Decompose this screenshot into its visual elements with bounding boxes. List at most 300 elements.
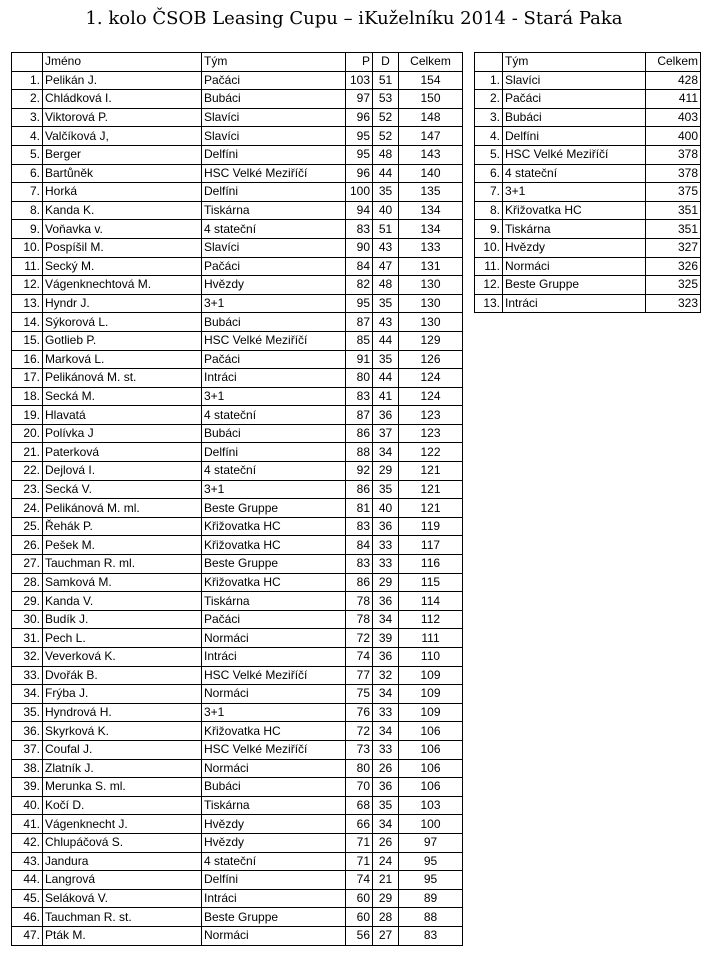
players-results-table: [11, 52, 463, 946]
rank-cell: 12.: [12, 276, 43, 295]
rank-cell: 25.: [12, 517, 43, 536]
total-cell: 103: [399, 796, 463, 815]
table-row: [12, 555, 463, 574]
team-cell: Slavíci: [202, 108, 346, 127]
team-cell: Hvězdy: [503, 238, 646, 257]
total-cell: 97: [399, 833, 463, 852]
table-row: [12, 183, 463, 202]
name-cell: Horká: [43, 183, 202, 202]
team-cell: Pačáci: [503, 90, 646, 109]
p-cell: 90: [346, 238, 373, 257]
d-cell: 36: [373, 517, 399, 536]
team-cell: HSC Velké Meziříčí: [503, 145, 646, 164]
team-cell: 3+1: [202, 294, 346, 313]
table-row: [12, 443, 463, 462]
total-cell: 106: [399, 740, 463, 759]
total-cell: 100: [399, 815, 463, 834]
team-cell: HSC Velké Meziříčí: [202, 331, 346, 350]
total-cell: 140: [399, 164, 463, 183]
p-cell: 74: [346, 871, 373, 890]
name-cell: Budík J.: [43, 610, 202, 629]
p-cell: 81: [346, 499, 373, 518]
name-cell: Pták M.: [43, 926, 202, 945]
team-cell: Beste Gruppe: [202, 908, 346, 927]
rank-cell: 16.: [12, 350, 43, 369]
p-cell: 83: [346, 517, 373, 536]
name-cell: Hyndrová H.: [43, 703, 202, 722]
d-cell: 52: [373, 127, 399, 146]
name-cell: Langrová: [43, 871, 202, 890]
table-row: [12, 499, 463, 518]
d-cell: 48: [373, 276, 399, 295]
team-cell: Normáci: [503, 257, 646, 276]
rank-cell: 46.: [12, 908, 43, 927]
rank-cell: 11.: [12, 257, 43, 276]
table-row: [12, 908, 463, 927]
table-row: [12, 703, 463, 722]
rank-cell: 3.: [12, 108, 43, 127]
total-cell: 323: [646, 294, 701, 313]
d-cell: 43: [373, 238, 399, 257]
table-row: [12, 164, 463, 183]
p-cell: 82: [346, 276, 373, 295]
p-cell: 70: [346, 778, 373, 797]
table-row: [12, 815, 463, 834]
d-cell: 21: [373, 871, 399, 890]
total-cell: 121: [399, 499, 463, 518]
total-cell: 89: [399, 889, 463, 908]
total-cell: 130: [399, 294, 463, 313]
table-row: [12, 406, 463, 425]
rank-cell: 7.: [12, 183, 43, 202]
rank-cell: 38.: [12, 759, 43, 778]
rank-cell: 44.: [12, 871, 43, 890]
table-row: [12, 127, 463, 146]
total-cell: 403: [646, 108, 701, 127]
p-cell: 74: [346, 648, 373, 667]
table-row: [12, 387, 463, 406]
rank-cell: 32.: [12, 648, 43, 667]
table-row: [12, 666, 463, 685]
d-cell: 24: [373, 852, 399, 871]
name-cell: Tauchman R. st.: [43, 908, 202, 927]
table-row: [12, 871, 463, 890]
table-row: [475, 238, 701, 257]
p-cell: 95: [346, 294, 373, 313]
rank-cell: 10.: [12, 238, 43, 257]
p-cell: 83: [346, 220, 373, 239]
name-cell: Seláková V.: [43, 889, 202, 908]
total-cell: 378: [646, 164, 701, 183]
rank-cell: 33.: [12, 666, 43, 685]
d-cell: 37: [373, 424, 399, 443]
name-cell: Řehák P.: [43, 517, 202, 536]
page-title: 1. kolo ČSOB Leasing Cupu – iKuželníku 2014 - Stará Paka: [85, 8, 623, 29]
table-row: [12, 889, 463, 908]
teams-results-table: [474, 52, 701, 313]
total-cell: 123: [399, 424, 463, 443]
table-row: [12, 536, 463, 555]
name-cell: Valčíková J,: [43, 127, 202, 146]
name-cell: Dvořák B.: [43, 666, 202, 685]
total-cell: 130: [399, 313, 463, 332]
name-cell: Viktorová P.: [43, 108, 202, 127]
team-cell: Bubáci: [202, 778, 346, 797]
p-cell: 66: [346, 815, 373, 834]
d-cell: 33: [373, 703, 399, 722]
header-total: Celkem: [399, 53, 463, 72]
name-cell: Chlupáčová S.: [43, 833, 202, 852]
p-cell: 84: [346, 257, 373, 276]
total-cell: 135: [399, 183, 463, 202]
d-cell: 44: [373, 164, 399, 183]
table-row: [12, 201, 463, 220]
name-cell: Zlatník J.: [43, 759, 202, 778]
rank-cell: 45.: [12, 889, 43, 908]
team-cell: Pačáci: [202, 71, 346, 90]
team-cell: Intráci: [202, 648, 346, 667]
rank-cell: 26.: [12, 536, 43, 555]
d-cell: 36: [373, 592, 399, 611]
total-cell: 106: [399, 778, 463, 797]
header-d: D: [373, 53, 399, 72]
team-cell: Hvězdy: [202, 833, 346, 852]
table-row: [12, 480, 463, 499]
table-row: [12, 778, 463, 797]
total-cell: 109: [399, 666, 463, 685]
name-cell: Merunka S. ml.: [43, 778, 202, 797]
team-cell: Normáci: [202, 926, 346, 945]
team-cell: Křižovatka HC: [503, 201, 646, 220]
teams-header-rank: [475, 53, 503, 72]
total-cell: 428: [646, 71, 701, 90]
total-cell: 148: [399, 108, 463, 127]
name-cell: Tauchman R. ml.: [43, 555, 202, 574]
table-row: [12, 740, 463, 759]
p-cell: 80: [346, 369, 373, 388]
total-cell: 131: [399, 257, 463, 276]
total-cell: 115: [399, 573, 463, 592]
d-cell: 43: [373, 313, 399, 332]
rank-cell: 8.: [475, 201, 503, 220]
p-cell: 85: [346, 331, 373, 350]
d-cell: 39: [373, 629, 399, 648]
total-cell: 130: [399, 276, 463, 295]
d-cell: 51: [373, 220, 399, 239]
p-cell: 88: [346, 443, 373, 462]
table-row: [12, 350, 463, 369]
d-cell: 34: [373, 722, 399, 741]
team-cell: Delfíni: [503, 127, 646, 146]
table-row: [12, 722, 463, 741]
team-cell: Delfíni: [202, 145, 346, 164]
table-row: [475, 201, 701, 220]
total-cell: 88: [399, 908, 463, 927]
team-cell: Tiskárna: [503, 220, 646, 239]
name-cell: Pech L.: [43, 629, 202, 648]
rank-cell: 4.: [475, 127, 503, 146]
team-cell: 3+1: [202, 703, 346, 722]
name-cell: Paterková: [43, 443, 202, 462]
total-cell: 83: [399, 926, 463, 945]
team-cell: Pačáci: [202, 610, 346, 629]
table-row: [12, 610, 463, 629]
total-cell: 143: [399, 145, 463, 164]
table-row: [12, 833, 463, 852]
p-cell: 68: [346, 796, 373, 815]
name-cell: Secká V.: [43, 480, 202, 499]
p-cell: 103: [346, 71, 373, 90]
total-cell: 121: [399, 462, 463, 481]
rank-cell: 1.: [475, 71, 503, 90]
p-cell: 76: [346, 703, 373, 722]
d-cell: 36: [373, 778, 399, 797]
team-cell: Křižovatka HC: [202, 517, 346, 536]
table-row: [12, 648, 463, 667]
table-row: [12, 313, 463, 332]
p-cell: 56: [346, 926, 373, 945]
team-cell: Pačáci: [202, 350, 346, 369]
name-cell: Skyrková K.: [43, 722, 202, 741]
name-cell: Gotlieb P.: [43, 331, 202, 350]
total-cell: 154: [399, 71, 463, 90]
team-cell: Bubáci: [202, 90, 346, 109]
name-cell: Coufal J.: [43, 740, 202, 759]
p-cell: 72: [346, 722, 373, 741]
p-cell: 83: [346, 555, 373, 574]
name-cell: Hyndr J.: [43, 294, 202, 313]
table-row: [12, 220, 463, 239]
d-cell: 34: [373, 685, 399, 704]
d-cell: 33: [373, 740, 399, 759]
total-cell: 109: [399, 703, 463, 722]
team-cell: Normáci: [202, 685, 346, 704]
d-cell: 35: [373, 183, 399, 202]
team-cell: 4 stateční: [202, 220, 346, 239]
name-cell: Veverková K.: [43, 648, 202, 667]
table-row: [12, 462, 463, 481]
table-row: [12, 257, 463, 276]
players-header-row: [12, 53, 463, 72]
rank-cell: 1.: [12, 71, 43, 90]
team-cell: 3+1: [202, 387, 346, 406]
team-cell: Slavíci: [503, 71, 646, 90]
rank-cell: 35.: [12, 703, 43, 722]
total-cell: 351: [646, 201, 701, 220]
rank-cell: 15.: [12, 331, 43, 350]
d-cell: 44: [373, 369, 399, 388]
rank-cell: 17.: [12, 369, 43, 388]
d-cell: 32: [373, 666, 399, 685]
name-cell: Pelikánová M. ml.: [43, 499, 202, 518]
total-cell: 106: [399, 722, 463, 741]
rank-cell: 21.: [12, 443, 43, 462]
table-row: [475, 90, 701, 109]
table-row: [475, 294, 701, 313]
d-cell: 35: [373, 480, 399, 499]
table-row: [12, 424, 463, 443]
d-cell: 44: [373, 331, 399, 350]
p-cell: 91: [346, 350, 373, 369]
team-cell: HSC Velké Meziříčí: [202, 164, 346, 183]
total-cell: 326: [646, 257, 701, 276]
p-cell: 100: [346, 183, 373, 202]
name-cell: Kanda K.: [43, 201, 202, 220]
name-cell: Pešek M.: [43, 536, 202, 555]
d-cell: 29: [373, 889, 399, 908]
name-cell: Frýba J.: [43, 685, 202, 704]
table-row: [12, 759, 463, 778]
total-cell: 124: [399, 369, 463, 388]
d-cell: 26: [373, 833, 399, 852]
team-cell: 4 stateční: [503, 164, 646, 183]
name-cell: Secká M.: [43, 387, 202, 406]
d-cell: 34: [373, 815, 399, 834]
d-cell: 33: [373, 536, 399, 555]
team-cell: Intráci: [503, 294, 646, 313]
team-cell: 4 stateční: [202, 462, 346, 481]
rank-cell: 39.: [12, 778, 43, 797]
p-cell: 95: [346, 127, 373, 146]
rank-cell: 24.: [12, 499, 43, 518]
rank-cell: 34.: [12, 685, 43, 704]
p-cell: 96: [346, 164, 373, 183]
p-cell: 73: [346, 740, 373, 759]
name-cell: Hlavatá: [43, 406, 202, 425]
rank-cell: 13.: [475, 294, 503, 313]
total-cell: 116: [399, 555, 463, 574]
rank-cell: 12.: [475, 276, 503, 295]
total-cell: 351: [646, 220, 701, 239]
rank-cell: 36.: [12, 722, 43, 741]
d-cell: 53: [373, 90, 399, 109]
rank-cell: 4.: [12, 127, 43, 146]
team-cell: Delfíni: [202, 871, 346, 890]
p-cell: 94: [346, 201, 373, 220]
name-cell: Polívka J: [43, 424, 202, 443]
total-cell: 119: [399, 517, 463, 536]
total-cell: 375: [646, 183, 701, 202]
d-cell: 34: [373, 443, 399, 462]
d-cell: 35: [373, 796, 399, 815]
total-cell: 117: [399, 536, 463, 555]
total-cell: 124: [399, 387, 463, 406]
rank-cell: 20.: [12, 424, 43, 443]
team-cell: Delfíni: [202, 443, 346, 462]
p-cell: 83: [346, 387, 373, 406]
table-row: [475, 257, 701, 276]
table-row: [12, 685, 463, 704]
p-cell: 71: [346, 833, 373, 852]
total-cell: 121: [399, 480, 463, 499]
rank-cell: 37.: [12, 740, 43, 759]
team-cell: Intráci: [202, 889, 346, 908]
d-cell: 52: [373, 108, 399, 127]
team-cell: 3+1: [503, 183, 646, 202]
d-cell: 28: [373, 908, 399, 927]
d-cell: 40: [373, 499, 399, 518]
team-cell: Bubáci: [202, 313, 346, 332]
name-cell: Vágenknechtová M.: [43, 276, 202, 295]
total-cell: 123: [399, 406, 463, 425]
rank-cell: 9.: [475, 220, 503, 239]
total-cell: 111: [399, 629, 463, 648]
table-row: [475, 108, 701, 127]
table-row: [12, 517, 463, 536]
total-cell: 378: [646, 145, 701, 164]
name-cell: Secký M.: [43, 257, 202, 276]
d-cell: 40: [373, 201, 399, 220]
p-cell: 92: [346, 462, 373, 481]
table-row: [12, 145, 463, 164]
p-cell: 78: [346, 592, 373, 611]
rank-cell: 47.: [12, 926, 43, 945]
team-cell: Pačáci: [202, 257, 346, 276]
name-cell: Kočí D.: [43, 796, 202, 815]
total-cell: 112: [399, 610, 463, 629]
table-row: [475, 276, 701, 295]
name-cell: Pelikán J.: [43, 71, 202, 90]
team-cell: HSC Velké Meziříčí: [202, 666, 346, 685]
rank-cell: 43.: [12, 852, 43, 871]
p-cell: 86: [346, 480, 373, 499]
total-cell: 134: [399, 201, 463, 220]
total-cell: 327: [646, 238, 701, 257]
team-cell: Tiskárna: [202, 201, 346, 220]
team-cell: Bubáci: [202, 424, 346, 443]
d-cell: 35: [373, 350, 399, 369]
rank-cell: 2.: [12, 90, 43, 109]
team-cell: Slavíci: [202, 127, 346, 146]
d-cell: 36: [373, 406, 399, 425]
d-cell: 48: [373, 145, 399, 164]
team-cell: Tiskárna: [202, 796, 346, 815]
name-cell: Chládková I.: [43, 90, 202, 109]
team-cell: Slavíci: [202, 238, 346, 257]
name-cell: Jandura: [43, 852, 202, 871]
team-cell: Bubáci: [503, 108, 646, 127]
p-cell: 86: [346, 573, 373, 592]
team-cell: Křižovatka HC: [202, 536, 346, 555]
team-cell: 4 stateční: [202, 406, 346, 425]
team-cell: Delfíni: [202, 183, 346, 202]
total-cell: 133: [399, 238, 463, 257]
p-cell: 87: [346, 406, 373, 425]
table-row: [12, 852, 463, 871]
p-cell: 86: [346, 424, 373, 443]
team-cell: Normáci: [202, 759, 346, 778]
table-row: [12, 294, 463, 313]
table-row: [12, 592, 463, 611]
name-cell: Kanda V.: [43, 592, 202, 611]
rank-cell: 2.: [475, 90, 503, 109]
header-p: P: [346, 53, 373, 72]
name-cell: Vágenknecht J.: [43, 815, 202, 834]
p-cell: 60: [346, 908, 373, 927]
rank-cell: 6.: [475, 164, 503, 183]
d-cell: 26: [373, 759, 399, 778]
table-row: [12, 796, 463, 815]
rank-cell: 8.: [12, 201, 43, 220]
total-cell: 400: [646, 127, 701, 146]
total-cell: 109: [399, 685, 463, 704]
d-cell: 34: [373, 610, 399, 629]
name-cell: Pelikánová M. st.: [43, 369, 202, 388]
table-row: [12, 573, 463, 592]
total-cell: 110: [399, 648, 463, 667]
d-cell: 41: [373, 387, 399, 406]
table-row: [12, 276, 463, 295]
